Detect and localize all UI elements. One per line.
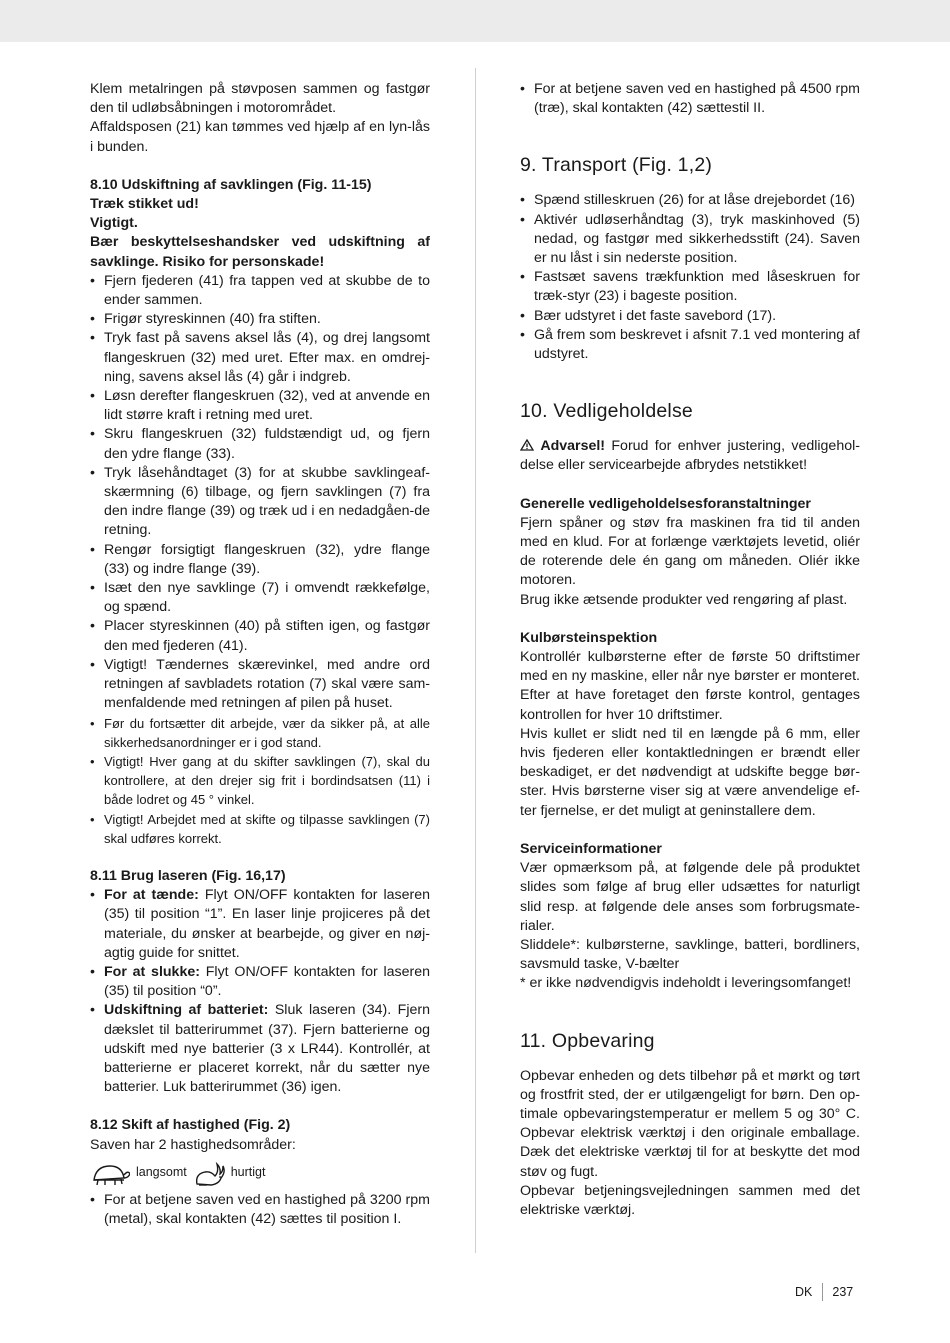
- speed-fast-label: hurtigt: [230, 1165, 266, 1180]
- service-info-text: Vær opmærksom på, at følgende dele på produktet slides som følge af brug eller udsættes for naturligt slid resp. at følgende dele anses som forbrugsmate-rialer.: [520, 860, 860, 934]
- important-note: Vigtigt.: [90, 215, 138, 232]
- right-column: [520, 80, 860, 1220]
- language-code: DK: [795, 1285, 813, 1299]
- list-item: • Skru flangeskruen (32) fuldstændigt ud, og fjern den ydre flange (33).: [90, 425, 430, 463]
- list-item: • Bær udstyret i det faste savebord (17).: [520, 307, 860, 326]
- storage-text-2: Opbevar betjeningsvejledningen sammen med det elektriske værktøj.: [520, 1182, 860, 1218]
- list-item: • Rengør forsigtigt flangeskruen (32), ydre flange (33) og indre flange (39).: [90, 541, 430, 579]
- list-item: • Placer styreskinnen (40) på stiften igen, og fastgør den med fjederen (41).: [90, 617, 430, 655]
- list-item: • For at betjene saven ved en hastighed på 3200 rpm (metal), skal kontakten (42) sættes til position I.: [90, 1191, 430, 1229]
- warning-triangle-icon: [520, 438, 534, 454]
- column-divider: [475, 68, 476, 1253]
- general-maintenance-text-2: Brug ikke ætsende produkter ved rengøring af plast.: [520, 591, 848, 608]
- list-item: • Fjern fjederen (41) fra tappen ved at skubbe de to ender sammen.: [90, 272, 430, 310]
- list-item: • For at betjene saven ved en hastighed på 4500 rpm (træ), skal kontakten (42) sættestil II.: [520, 80, 860, 118]
- section-9-list: [520, 191, 860, 364]
- turtle-icon: [90, 1158, 130, 1188]
- list-item: • Vigtigt! Hver gang at du skifter savklingen (7), skal du kontrollere, at den drejer sig frit i bordindsatsen (11) i både lodret og 45 ° vinkel.: [90, 752, 430, 810]
- list-item: [90, 1001, 430, 1097]
- warning-text: Forud for enhver justering, vedligehol-delse eller servicearbejde afbrydes netstikket!: [520, 438, 860, 474]
- list-item: • Vigtigt! Arbejdet med at skifte og tilpasse savklingen (7) skal udføres korrekt.: [90, 810, 430, 848]
- item-lead: Udskiftning af batteriet:: [104, 1002, 269, 1019]
- brush-inspection-text: Kontrollér kulbørsterne efter de første 50 driftstimer med en ny maskine, eller når nye børster er monteret. Efter at have foretaget den første kontrol, gentages kontrollen for hver 10 driftstimer.: [520, 649, 860, 723]
- item-lead: For at slukke:: [104, 963, 200, 980]
- list-item: • Aktivér udløserhåndtag (3), tryk maskinhoved (5) nedad, og fastgør med sikkerhedsstift (24). Saven er nu låst i sin nederste position.: [520, 211, 860, 269]
- list-item: • Vigtigt! Tændernes skærevinkel, med andre ord retningen af savbladets rotation (7) skal være sam-menfaldende med retningen af pilen på huset.: [90, 656, 430, 714]
- page-number: 237: [832, 1285, 854, 1299]
- brush-inspection-heading: Kulbørsteinspektion: [520, 629, 658, 646]
- section-8-12-list: [90, 1191, 430, 1229]
- item-text: Flyt ON/OFF kontakten for laseren (35) til position “0”.: [104, 963, 431, 1000]
- maintenance-warning: [520, 437, 860, 475]
- general-maintenance-heading: Generelle vedligeholdelsesforanstaltninger: [520, 495, 811, 512]
- pull-plug-note: Træk stikket ud!: [90, 196, 199, 213]
- gloves-warning: Bær beskyttelseshandsker ved udskiftning af savklinge. Risiko for personskade!: [90, 234, 430, 270]
- list-item: • Tryk låsehåndtaget (3) for at skubbe savklingeaf-skærmning (6) tilbage, og fjern savklingen (7) fra den indre flange (39) og træk ud i en nedadgåen-de retning.: [90, 464, 430, 541]
- speed-slow-label: langsomt: [136, 1165, 187, 1180]
- section-11-heading: 11. Opbevaring: [520, 1029, 655, 1052]
- list-item: • Tryk fast på savens aksel lås (4), og drej langsomt flangeskruen (32) med uret. Efter max. en omdrej-ning, savens aksel lås (4) går i indgreb.: [90, 329, 430, 387]
- section-8-11-heading: 8.11 Brug laseren (Fig. 16,17): [90, 867, 286, 884]
- section-8-10-list: [90, 272, 430, 848]
- section-8-11-list: [90, 886, 430, 1097]
- storage-text: Opbevar enheden og dets tilbehør på et mørkt og tørt og frostfrit sted, der er utilgængeligt for børn. Den op-timale opbevaringstemperatur er mellem 5 og 30° C. Opbevar elektrisk værktøj i den originale emballage. Dæk det elektriske værktøj til for at beskytte det mod støv og fugt.: [520, 1067, 860, 1180]
- top-bar: [0, 0, 950, 42]
- rabbit-icon: [193, 1158, 225, 1188]
- speed-legend: [90, 1155, 430, 1191]
- item-text: Sluk laseren (34). Fjern dækslet til batterirummet (37). Fjern batterierne og udskift med nye batterier (3 x LR44). Kontrollér, at batterierne er placeret korrekt, når du sætter nye batterier. Luk batterirummet (36) igen.: [104, 1002, 430, 1096]
- section-8-12-heading: 8.12 Skift af hastighed (Fig. 2): [90, 1117, 291, 1134]
- list-item: • Gå frem som beskrevet i afsnit 7.1 ved montering af udstyret.: [520, 326, 860, 364]
- list-item: • Fastsæt savens trækfunktion med låseskruen for træk-styr (23) i bageste position.: [520, 268, 860, 306]
- list-item: • Før du fortsætter dit arbejde, vær da sikker på, at alle sikkerhedsanordninger er i god stand.: [90, 714, 430, 752]
- list-item: [90, 886, 430, 963]
- intro-text: Klem metalringen på støvposen sammen og fastgør den til udløbsåbningen i motorområdet.: [90, 81, 430, 117]
- brush-inspection-text-2: Hvis kullet er slidt ned til en længde på 6 mm, eller hvis fjederen eller kontaktledningen er brændt eller beskadiget, er det nødvendigt at udskifte begge bør-ster. Hvis børsterne viser sig at være anvendelige ef-ter fjernelse, er det muligt at geninstallere dem.: [520, 725, 860, 819]
- service-info-heading: Serviceinformationer: [520, 840, 662, 857]
- list-item: • Isæt den nye savklinge (7) i omvendt rækkefølge, og spænd.: [90, 579, 430, 617]
- list-item: • Løsn derefter flangeskruen (32), ved at anvende en lidt større kraft i retning med uret.: [90, 387, 430, 425]
- section-8-12-list-continued: [520, 80, 860, 118]
- footer-separator: [822, 1283, 823, 1301]
- section-10-heading: 10. Vedligeholdelse: [520, 400, 693, 423]
- item-text: Flyt ON/OFF kontakten for laseren (35) til position “1”. En laser linje projiceres på det materiale, du ønsker at bearbejde, og giver en nøj-agtig guide for snittet.: [104, 887, 431, 961]
- warning-label: Advarsel!: [540, 438, 606, 455]
- service-info-text-2: Sliddele*: kulbørsterne, savklinge, batteri, bordliners, savsmuld taske, V-bælter: [520, 936, 860, 973]
- left-column: [90, 80, 430, 1229]
- service-info-text-3: * er ikke nødvendigvis indeholdt i leveringsomfanget!: [520, 975, 852, 992]
- list-item: • Frigør styreskinnen (40) fra stiften.: [90, 310, 430, 329]
- section-8-10-heading: 8.10 Udskiftning af savklingen (Fig. 11-15): [90, 176, 372, 193]
- intro-text-2: Affaldsposen (21) kan tømmes ved hjælp af en lyn-lås i bunden.: [90, 119, 430, 155]
- item-lead: For at tænde:: [104, 887, 199, 904]
- page-footer: [795, 1283, 853, 1301]
- list-item: • Spænd stilleskruen (26) for at låse drejebordet (16): [520, 191, 860, 210]
- general-maintenance-text: Fjern spåner og støv fra maskinen fra tid til anden med en klud. For at forlænge værktøjets levetid, oliér de roterende dele én gang om måneden. Oliér ikke motoren.: [520, 514, 860, 589]
- list-item: [90, 963, 430, 1001]
- section-9-heading: 9. Transport (Fig. 1,2): [520, 154, 713, 177]
- section-8-12-text: Saven har 2 hastighedsområder:: [90, 1136, 296, 1153]
